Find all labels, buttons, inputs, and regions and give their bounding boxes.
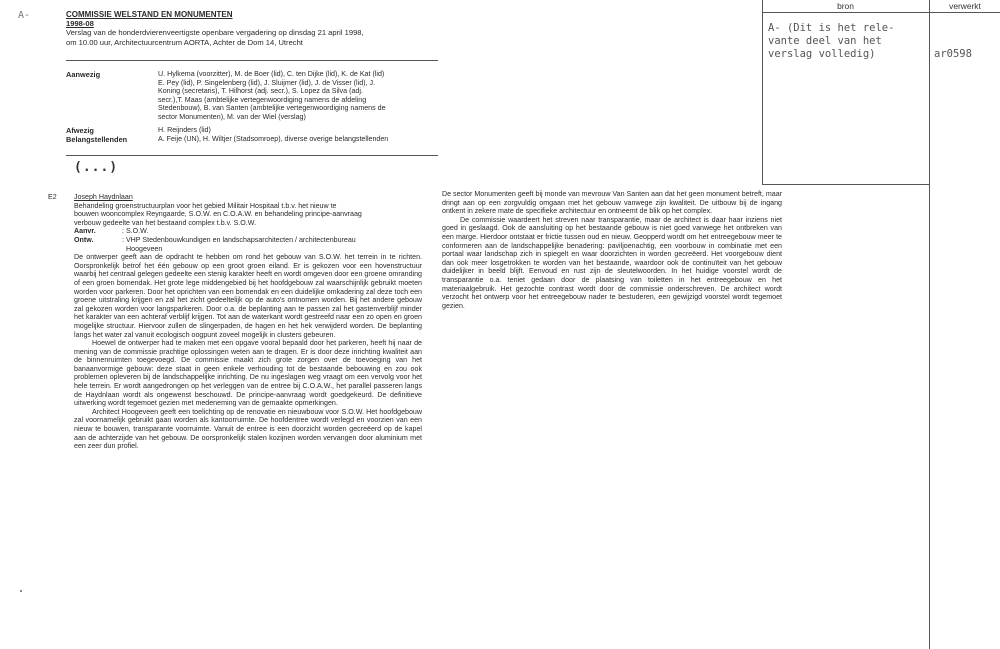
paragraph: De ontwerper geeft aan de opdracht te hebben om rond het gebouw van S.O.W. het terrein in te richten. Oorspronkelijk betrof het één gebouw op een groot groen eiland. Er is gekozen voor een hovenstructuur waarbij het centraal gelegen gedeelte een stenig karakter heeft en wordt omgeven door een groene omranding of een groen bomendak. Het grote lege middengebied bij het hoofdgebouw zal waarschijnlijk gebruikt moeten worden voor parkeren. Door het oprichten van een bomendak en een duidelijke omkadering zal deze toch een groene uitstraling krijgen en zal het zicht gedeeltelijk op de auto's ontnomen worden. Bij het andere gebouw zal gekozen worden voor langsparkeren. Door o.a. de beplanting aan te passen zal het gastenverblijf minder het karakter van een achteraf verblijf krijgen. Tot aan de waterkant wordt gestreefd naar een zo open en groen mogelijke structuur. Hiervoor zullen de slingerpaden, de hagen en het hek verwijderd worden. De beplanting langs het water zal vanuit ecologisch oogpunt zoveel mogelijk in clusters gebeuren. <box>74 253 422 339</box>
paragraph: Hoewel de ontwerper had te maken met een opgave vooral bepaald door het parkeren, heeft hij naar de mening van de commissie prachtige oplossingen weten aan te dragen. Er is door deze inrichting kwaliteit aan de binnenruimten toegevoegd. De commissie maakt zich grote zorgen over de toevoeging van het banaanvormige gebouw: deze staat in geen enkele verhouding tot de bestaande bebouwing en zou ook problemen opleveren bij de landschappelijke inrichting. De nu ingeslagen weg vraagt om een vervolg voor het hele terrein. Er wordt aangedrongen op het verleggen van de entree bij C.O.A.W., het parallel passeren langs de Haydnlaan wordt als ongewenst beschouwd. De principe-aanvraag wordt goedgekeurd. De definitieve uitwerking wordt tegemoet gezien met medeneming van de gemaakte opmerkingen. <box>74 339 422 408</box>
table-header-source: bron <box>837 1 854 11</box>
document-title: COMMISSIE WELSTAND EN MONUMENTEN <box>66 10 233 19</box>
present-line: sector Monumenten), M. van der Wiel (verslag) <box>158 112 306 121</box>
table-rule <box>929 0 930 649</box>
note-line: verslag volledig) <box>768 48 876 60</box>
left-column <box>74 193 422 451</box>
header-line-1: Verslag van de honderdvierenveertigste openbare vergadering op dinsdag 21 april 1998, <box>66 28 364 38</box>
absent-value: H. Reijnders (lid) <box>158 126 211 134</box>
interested-value: A. Feije (UN), H. Wiltjer (Stadsomroep), diverse overige belangstellenden <box>158 135 389 143</box>
document-header <box>66 10 446 47</box>
present-line: U. Hylkema (voorzitter), M. de Boer (lid), C. ten Dijke (lid), K. de Kat (lid) <box>158 70 385 78</box>
table-rule <box>762 184 929 185</box>
designer-value-cont: Hoogeveen <box>126 244 163 253</box>
designer-row <box>74 236 422 245</box>
applicant-value: : S.O.W. <box>122 227 149 236</box>
applicant-row <box>74 227 422 236</box>
scan-dot <box>20 590 22 592</box>
table-header-processed: verwerkt <box>949 1 981 11</box>
paragraph: De commissie waardeert het streven naar transparantie, maar de architect is daar haar inziens niet goed in geslaagd. Ook de aansluiting op het bestaande gebouw is niet goed vanwege het ontbreken van een marge. Hierdoor ontstaat er frictie tussen oud en nieuw. Geopperd wordt om het entreegebouw meer te conformeren aan de landschappelijke benadering: paviljoenachtig, een voorbouw in combinatie met een portaal waar landschap zich in spiegelt en waar doorzichten in worden gecreëerd. Het voorgebouw dient dan ook meer losgetrokken te worden van het bestaande, waardoor ook de continuïteit van het gebouw duidelijker in beeld blijft. Eenvoud en rust zijn de sleutelwoorden. In het huidige voorstel wordt de transparantie o.a. teniet gedaan door de plaatsing van toiletten in het entreegebouw en het materiaalgebruik. Het gezochte contrast wordt door de commissie onderschreven. De architect wordt verzocht het ontwerp voor het entreegebouw nader te bestuderen, een gewijzigd voorstel wordt tegemoet gezien. <box>442 215 782 310</box>
note-line: A- (Dit is het rele- <box>768 22 895 34</box>
intro-line: Behandeling groenstructuurplan voor het gebied Militair Hospitaal t.b.v. het nieuw te <box>74 201 337 210</box>
divider <box>66 155 438 156</box>
ellipsis-mark: (...) <box>74 160 119 175</box>
source-note <box>768 22 894 61</box>
present-line: Stedenbouw), B. van Santen (ambtelijke vertegenwoordiging namens de <box>158 104 386 113</box>
paragraph: De sector Monumenten geeft bij monde van mevrouw Van Santen aan dat het geen monument betreft, maar dringt aan op een zorgvuldig omgaan met het gebouw vanwege zijn kwaliteit. De uitbouw bij de ingang ontkent in zekere mate de specifieke architectuur en ontneemt de blik op het complex. <box>442 190 782 216</box>
table-rule <box>762 12 1000 13</box>
right-column <box>442 190 782 310</box>
paragraph: Architect Hoogeveen geeft een toelichting op de renovatie en nieuwbouw voor S.O.W. Het hoofdgebouw zal voornamelijk gebruikt gaan worden als kantoorruimte. De hoofdentree wordt verlegd en voorzien van een nieuw te bouwen, transparante voorruimte. Vanuit de entree is een doorzicht worden gecreëerd op de kapel aan de achterzijde van het gebouw. De oorspronkelijk stalen kozijnen worden vervangen door aluminium met een zeer dun profiel. <box>74 407 422 451</box>
present-line: E. Pey (lid), P. Singelenberg (lid), J. Sluijmer (lid), J. de Visser (lid), J. <box>158 78 375 87</box>
header-line-2: om 10.00 uur, Architectuurcentrum AORTA, Achter de Dom 14, Utrecht <box>66 37 303 47</box>
divider <box>66 60 438 61</box>
applicant-label: Aanvr. <box>74 227 96 236</box>
designer-label: Ontw. <box>74 235 94 244</box>
intro-line: bouwen wooncomplex Reyngaarde, S.O.W. en C.O.A.W. en behandeling principe-aanvraag <box>74 210 362 219</box>
intro-line: verbouw gedeelte van het bestaand complex t.b.v. S.O.W. <box>74 218 257 227</box>
item-number: E2 <box>48 193 57 201</box>
archive-code: ar0598 <box>934 48 972 60</box>
interested-label: Belangstellenden <box>66 135 128 144</box>
table-rule <box>762 0 763 185</box>
note-line: vante deel van het <box>768 35 882 47</box>
designer-value: : VHP Stedenbouwkundigen en landschapsarchitecten / architectenbureau <box>122 235 356 244</box>
present-line: Koning (secretaris), T. Hilhorst (adj. secr.), S. Lopez da Silva (adj. <box>158 87 363 96</box>
absent-label: Afwezig <box>66 126 94 135</box>
margin-mark: A- <box>18 10 31 21</box>
present-list <box>158 70 448 122</box>
document-date: 1998-08 <box>66 19 94 29</box>
present-label: Aanwezig <box>66 70 101 79</box>
item-intro <box>74 202 422 228</box>
item-title: Joseph Haydnlaan <box>74 193 133 201</box>
present-line: secr.),T. Maas (ambtelijke vertegenwoordiging namens de afdeling <box>158 95 367 104</box>
